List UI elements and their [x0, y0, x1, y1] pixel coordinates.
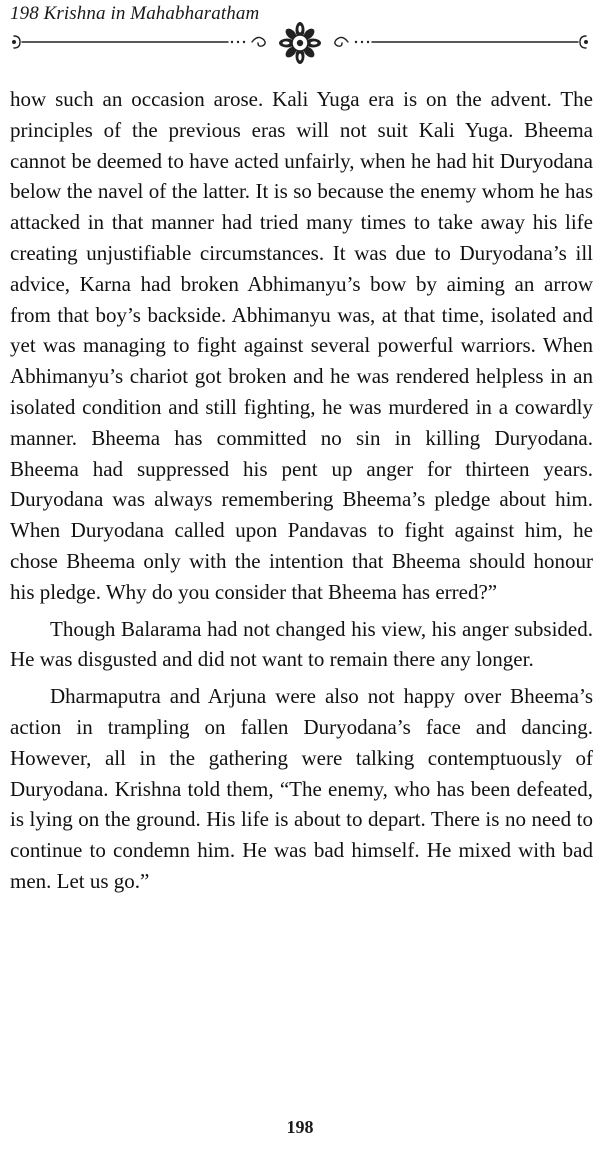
page-number: 198: [286, 1117, 314, 1137]
running-head: 198 Krishna in Mahabharatham: [10, 3, 260, 24]
paragraph-2: Though Balarama had not changed his view, his anger subsided. He was disgusted and did not want to remain there any longer.: [10, 616, 593, 672]
paragraph-1: how such an occasion arose. Kali Yuga era is on the advent. The principles of the previous eras will not suit Kali Yuga. Bheema cannot be deemed to have acted unfairly, when he had hit Duryodana below the navel of the latter. It is so because the enemy whom he has attacked in that manner had tried many times to take away his life creating unjustifiable circumstances. It was due to Duryodana’s ill advice, Karna had broken Abhimanyu’s bow by aiming an arrow from that boy’s backside. Abhimanyu was, at that time, isolated and yet was managing to fight against several powerful warriors. When Abhimanyu’s chariot got broken and he was rendered helpless in an isolated condition and still fighting, he was murdered in a cowardly manner. Bheema has committed no sin in killing Duryodana. Bheema had suppressed his pent up anger for thirteen years. Duryodana was always remembering Bheema’s pledge about him. When Duryodana called upon Pandavas to fight against him, he chose Bheema only with the intention that Bheema should honour his pledge. Why do you consider that Bheema has erred?”: [10, 87, 593, 604]
body-text: [10, 84, 593, 897]
paragraph-3: Dharmaputra and Arjuna were also not happy over Bheema’s action in trampling on fallen Duryodana’s face and dancing. However, all in the gathering were talking contemptuously of Duryodana. Krishna told them, “The enemy, who has been defeated, is lying on the ground. His life is about to depart. There is no need to continue to condemn him. He was bad himself. He mixed with bad men. Let us go.”: [10, 684, 593, 893]
floral-divider-icon: [0, 18, 600, 72]
